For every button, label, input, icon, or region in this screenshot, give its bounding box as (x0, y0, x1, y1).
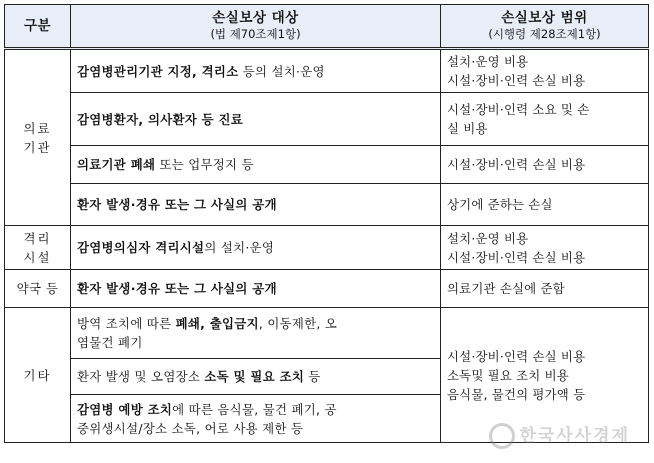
target-cell: 감염병환자, 의사환자 등 진료 (71, 93, 441, 146)
table-row (5, 146, 649, 184)
target-cell: 감염병관리기관 지정, 격리소 등의 설치·운영 (71, 49, 441, 93)
header-target-law: (법 제70조제1항) (210, 27, 301, 41)
range-cell: 시설·장비·인력 소요 및 손 실 비용 (441, 93, 649, 146)
header-category: 구분 (5, 5, 71, 49)
range-cell: 시설·장비·인력 손실 비용 (441, 146, 649, 184)
target-cell: 환자 발생·경유 또는 그 사실의 공개 (71, 184, 441, 226)
target-cell: 감염병의심자 격리시설의 설치·운영 (71, 226, 441, 270)
header-range-title: 손실보상 범위 (501, 10, 588, 26)
group-quarantine: 격리 시설 (5, 226, 71, 270)
watermark-logo-icon (489, 423, 515, 449)
target-cell: 환자 발생·경유 또는 그 사실의 공개 (71, 270, 441, 308)
watermark: 한국사사경제 (489, 421, 630, 449)
target-cell: 감염병 예방 조치에 따른 음식물, 물건 폐기, 공 중위생시설/장소 소독, 어로 사용 제한 등 (71, 395, 441, 443)
target-cell: 방역 조치에 따른 폐쇄, 출입금지, 이동제한, 오 염물건 폐기 (71, 308, 441, 359)
table-row (5, 226, 649, 270)
header-range-law: (시행령 제28조제1항) (488, 27, 601, 41)
target-cell: 환자 발생 및 오염장소 소독 및 필요 조치 등 (71, 359, 441, 395)
table-row (5, 184, 649, 226)
compensation-table (4, 4, 649, 443)
range-cell-other: 시설·장비·인력 손실 비용 소독및 필요 조치 비용 음식물, 물건의 평가액 등 (441, 308, 649, 443)
range-cell: 설치·운영 비용 시설·장비·인력 손실 비용 (441, 49, 649, 93)
target-cell: 의료기관 폐쇄 또는 업무정지 등 (71, 146, 441, 184)
header-row (5, 5, 649, 49)
header-target-title: 손실보상 대상 (212, 10, 299, 26)
range-cell: 의료기관 손실에 준함 (441, 270, 649, 308)
group-hospital: 의료 기관 (5, 49, 71, 226)
table-row (5, 270, 649, 308)
table-row (5, 93, 649, 146)
table-row (5, 49, 649, 93)
range-cell: 상기에 준하는 손실 (441, 184, 649, 226)
range-cell: 설치·운영 비용 시설·장비·인력 손실 비용 (441, 226, 649, 270)
table-row (5, 308, 649, 359)
group-other: 기타 (5, 308, 71, 443)
header-target (71, 5, 441, 49)
header-range (441, 5, 649, 49)
group-pharmacy: 약국 등 (5, 270, 71, 308)
